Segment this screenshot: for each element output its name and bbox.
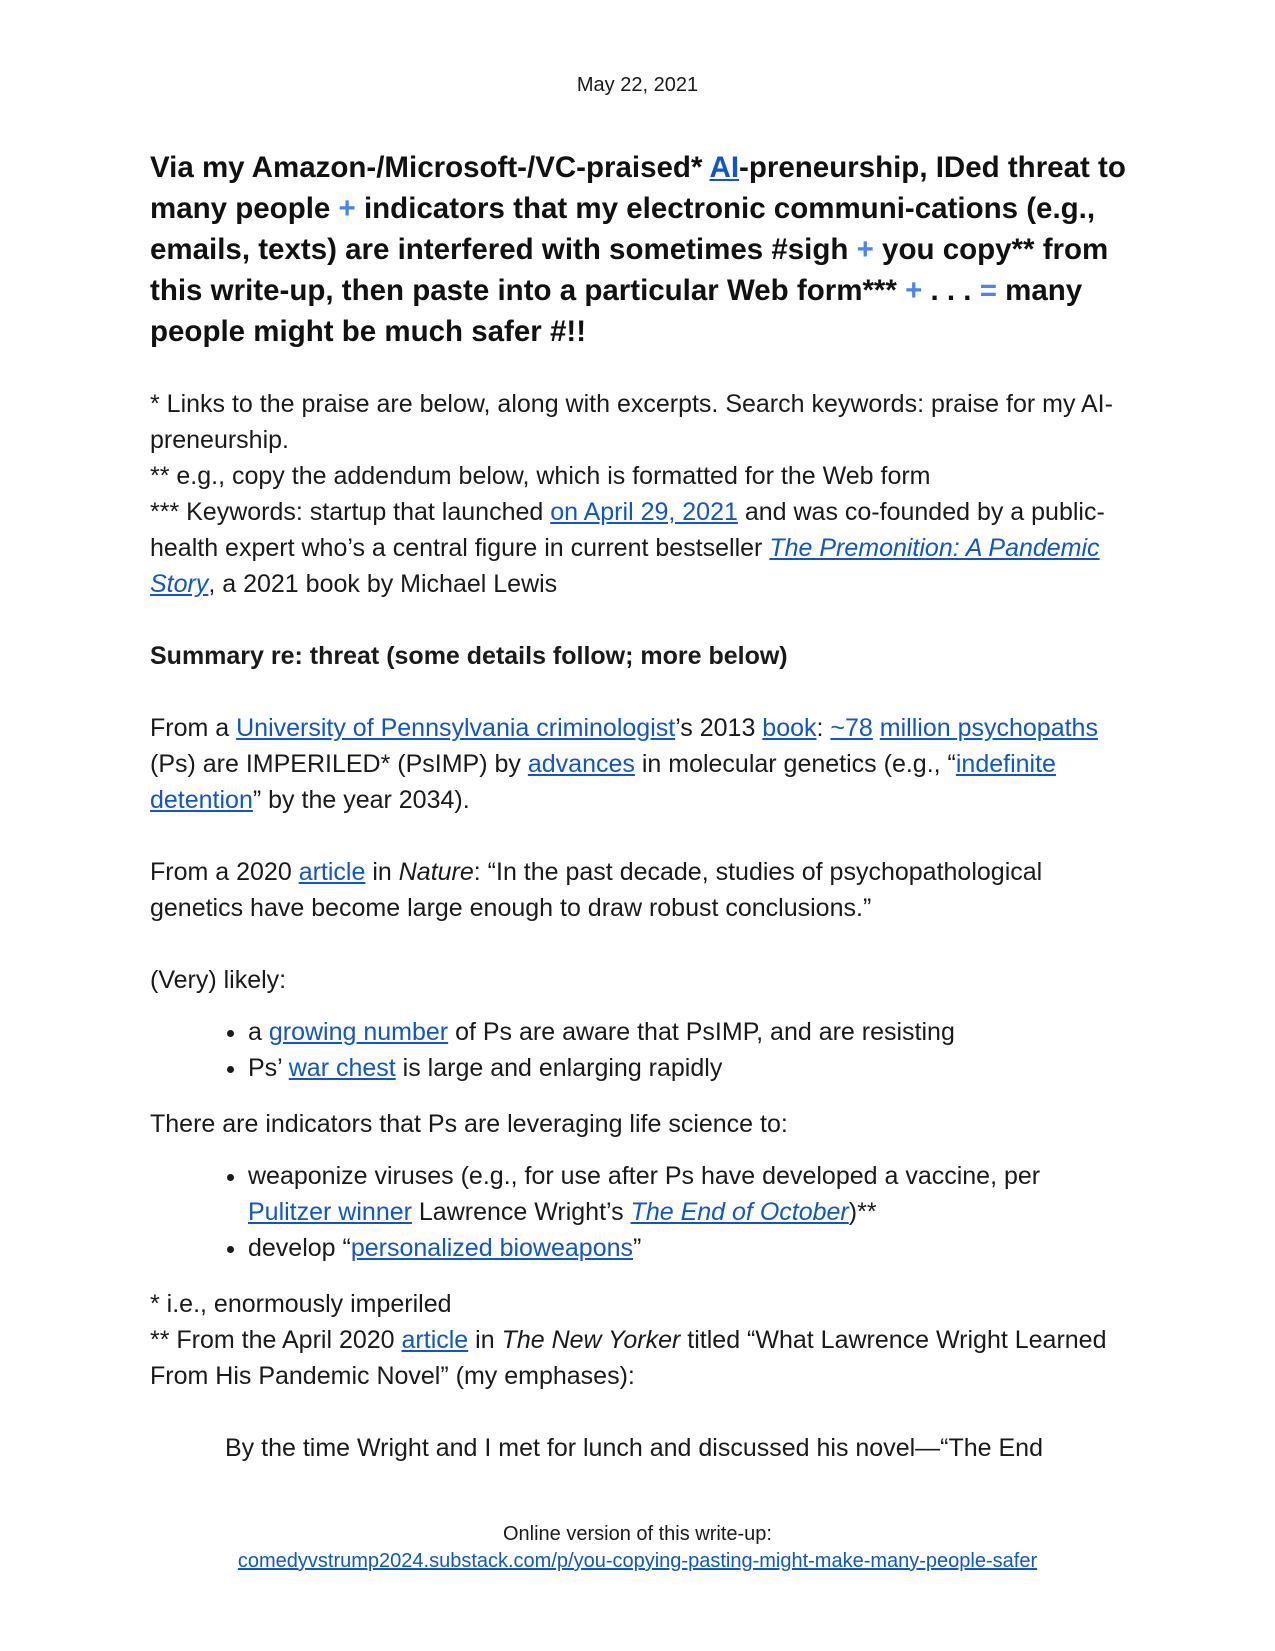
summary-heading (150, 638, 1130, 674)
note-text: , a 2021 book by Michael Lewis (208, 570, 558, 598)
footnote-1: * i.e., enormously imperiled (150, 1290, 452, 1318)
substack-url-link[interactable]: comedyvstrump2024.substack.com/p/you-copying-pasting-might-make-many-people-safer (237, 1550, 1038, 1572)
para-text: in (365, 858, 399, 886)
paragraph-criminologist (150, 710, 1130, 818)
para-text: in molecular genetics (e.g., “ (634, 750, 956, 778)
item-text: ” (633, 1234, 642, 1262)
document-title (150, 147, 1130, 352)
advances-link[interactable]: advances (527, 750, 635, 778)
para-text: : “In the past decade, studies of psychopathological genetics have become large enough to draw robust conclusions.” (150, 858, 1043, 922)
footnotes-block (150, 1286, 1130, 1394)
title-text: -preneurship, IDed threat to many people (150, 151, 1126, 225)
likely-list (150, 1014, 1130, 1086)
growing-number-link[interactable]: growing number (268, 1018, 449, 1046)
paragraph-nature (150, 854, 1130, 926)
para-text: ” by the year 2034). (252, 786, 470, 814)
title-text: Via my Amazon-/Microsoft-/VC-praised* (150, 151, 710, 184)
indicators-list (150, 1158, 1130, 1266)
item-text: of Ps are aware that PsIMP, and are resisting (448, 1018, 955, 1046)
new-yorker-article-link[interactable]: article (401, 1326, 469, 1354)
item-text: a (248, 1018, 269, 1046)
list-item (248, 1014, 1130, 1050)
note-1: * Links to the praise are below, along with excerpts. Search keywords: praise for my AI-preneurship. (150, 390, 1113, 454)
war-chest-link[interactable]: war chest (288, 1054, 396, 1082)
likely-label: (Very) likely: (150, 966, 287, 994)
list-item (248, 1158, 1130, 1230)
title-text: indicators that my electronic communi-cations (e.g., emails, texts) are interfered with sometimes #sigh (150, 192, 1096, 266)
pulitzer-winner-link[interactable]: Pulitzer winner (248, 1198, 412, 1226)
document-body (150, 147, 1130, 1466)
note-text: *** Keywords: startup that launched (150, 498, 551, 526)
personalized-bioweapons-link[interactable]: personalized bioweapons (350, 1234, 634, 1262)
notes-block (150, 386, 1130, 602)
para-text (873, 714, 880, 742)
title-text: . . . (922, 274, 980, 307)
footnote-2 (150, 1322, 1130, 1394)
para-text: ’s 2013 (675, 714, 763, 742)
plus-sign: + (905, 274, 923, 307)
indefinite-detention-link[interactable]: indefinite detention (150, 750, 1056, 814)
million-psychopaths-link[interactable]: million psychopaths (879, 714, 1098, 742)
footnote-text: in (468, 1326, 502, 1354)
para-text: : (816, 714, 831, 742)
nature-article-link[interactable]: article (298, 858, 366, 886)
book-title: The Premonition: A Pandemic Story (150, 534, 1100, 598)
summary-heading-text: Summary re: threat (some details follow; more below) (150, 642, 788, 670)
footnote-text: ** From the April 2020 (150, 1326, 402, 1354)
item-text: )** (848, 1198, 877, 1226)
note-3 (150, 494, 1130, 602)
item-text: Ps’ (248, 1054, 289, 1082)
magazine-name: The New Yorker (501, 1326, 681, 1354)
book-link[interactable]: book (762, 714, 817, 742)
para-text: From a 2020 (150, 858, 299, 886)
approx-78-link[interactable]: ~78 (830, 714, 873, 742)
para-text: From a (150, 714, 237, 742)
title-text: you copy** from this write-up, then paste into a particular Web form*** (150, 233, 1109, 307)
end-of-october-link[interactable] (631, 1198, 849, 1226)
upenn-criminologist-link[interactable]: University of Pennsylvania criminologist (236, 714, 676, 742)
book-title: The End of October (630, 1198, 849, 1226)
journal-name: Nature (398, 858, 474, 886)
plus-sign: + (856, 233, 874, 266)
block-quote: By the time Wright and I met for lunch and discussed his novel—“The End (225, 1434, 1043, 1462)
indicators-label: There are indicators that Ps are leveraging life science to: (150, 1110, 788, 1138)
item-text: is large and enlarging rapidly (395, 1054, 723, 1082)
item-text: develop “ (248, 1234, 351, 1262)
list-item (248, 1050, 1130, 1086)
item-text: Lawrence Wright’s (411, 1198, 631, 1226)
ai-link[interactable]: AI (709, 151, 740, 184)
note-2: ** e.g., copy the addendum below, which is formatted for the Web form (150, 462, 931, 490)
document-date: May 22, 2021 (576, 74, 699, 96)
para-text: (Ps) are IMPERILED* (PsIMP) by (150, 750, 528, 778)
footnote-text: titled “What Lawrence Wright Learned From His Pandemic Novel” (my emphases): (150, 1326, 1107, 1390)
launch-date-link[interactable]: on April 29, 2021 (550, 498, 738, 526)
note-text: and was co-founded by a public-health expert who’s a central figure in current bestseller (150, 498, 1105, 562)
plus-sign: + (338, 192, 356, 225)
title-text: many people might be much safer #!! (150, 274, 1083, 348)
list-item (248, 1230, 1130, 1266)
item-text: weaponize viruses (e.g., for use after Ps have developed a vaccine, per (248, 1162, 1041, 1190)
page-footer (0, 1521, 1275, 1575)
equals-sign: = (979, 274, 997, 307)
footer-label: Online version of this write-up: (502, 1523, 772, 1545)
